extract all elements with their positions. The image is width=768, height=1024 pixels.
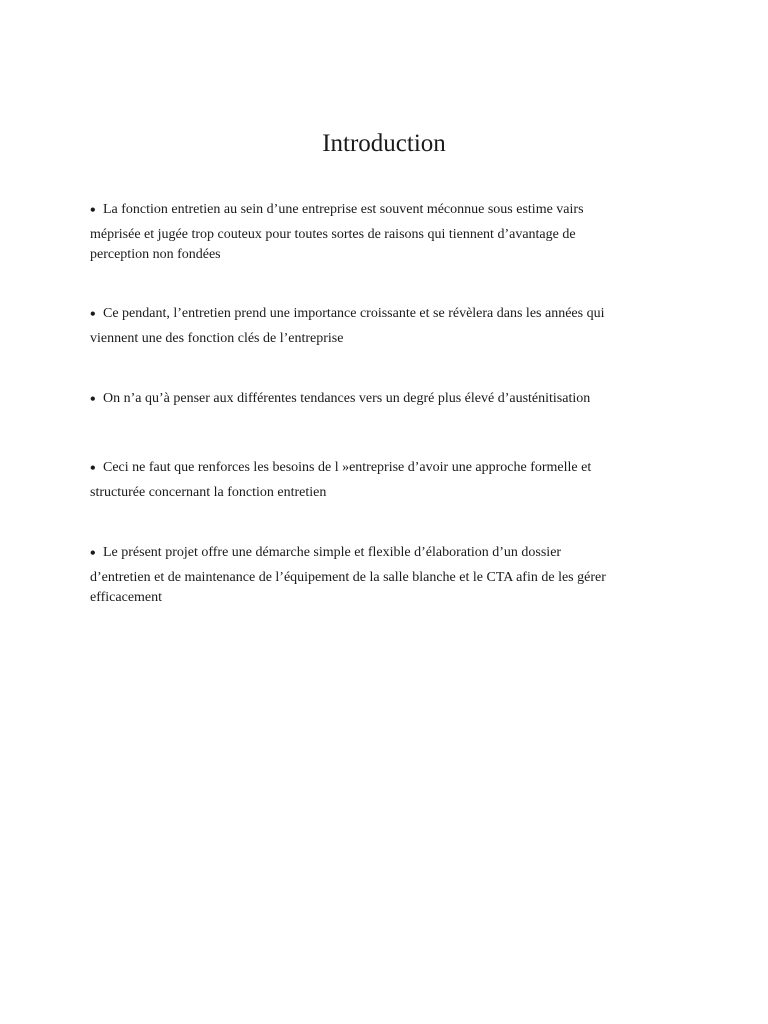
paragraph-text: d’entretien et de maintenance de l’équipement de la salle blanche et le CTA afin de les gérer bbox=[90, 570, 606, 585]
paragraph-text: perception non fondées bbox=[90, 247, 221, 262]
paragraph-line bbox=[90, 303, 690, 323]
page-title: Introduction bbox=[322, 130, 446, 157]
paragraph-5 bbox=[90, 542, 690, 608]
paragraph-line bbox=[90, 225, 690, 245]
bullet-marker: • bbox=[90, 306, 96, 323]
paragraph-line bbox=[90, 542, 690, 562]
paragraph-line bbox=[90, 329, 690, 349]
paragraph-text: On n’a qu’à penser aux différentes tendances vers un degré plus élevé d’austénitisation bbox=[103, 391, 591, 406]
bullet-marker: • bbox=[90, 460, 96, 477]
paragraph-text: structurée concernant la fonction entretien bbox=[90, 485, 327, 500]
paragraph-line bbox=[90, 568, 690, 588]
paragraph-text: efficacement bbox=[90, 590, 163, 605]
paragraph-4 bbox=[90, 457, 690, 503]
bullet-marker: • bbox=[90, 391, 96, 408]
paragraph-line bbox=[90, 483, 690, 503]
bullet-marker: • bbox=[90, 545, 96, 562]
paragraph-text: méprisée et jugée trop couteux pour toutes sortes de raisons qui tiennent d’avantage de bbox=[90, 227, 576, 242]
paragraph-1 bbox=[90, 199, 690, 265]
paragraph-text: viennent une des fonction clés de l’entreprise bbox=[90, 331, 344, 346]
paragraph-text: Ceci ne faut que renforces les besoins de l »entreprise d’avoir une approche formelle et bbox=[103, 460, 592, 475]
paragraph-line bbox=[90, 245, 690, 265]
paragraph-line bbox=[90, 388, 690, 408]
paragraph-text: Le présent projet offre une démarche simple et flexible d’élaboration d’un dossier bbox=[103, 545, 562, 560]
paragraph-2 bbox=[90, 303, 690, 349]
paragraph-text: La fonction entretien au sein d’une entreprise est souvent méconnue sous estime vairs bbox=[103, 202, 584, 217]
paragraph-text: Ce pendant, l’entretien prend une importance croissante et se révèlera dans les années qui bbox=[103, 306, 605, 321]
paragraph-line bbox=[90, 588, 690, 608]
paragraph-line bbox=[90, 199, 690, 219]
paragraph-3 bbox=[90, 388, 690, 408]
bullet-marker: • bbox=[90, 202, 96, 219]
paragraph-line bbox=[90, 457, 690, 477]
